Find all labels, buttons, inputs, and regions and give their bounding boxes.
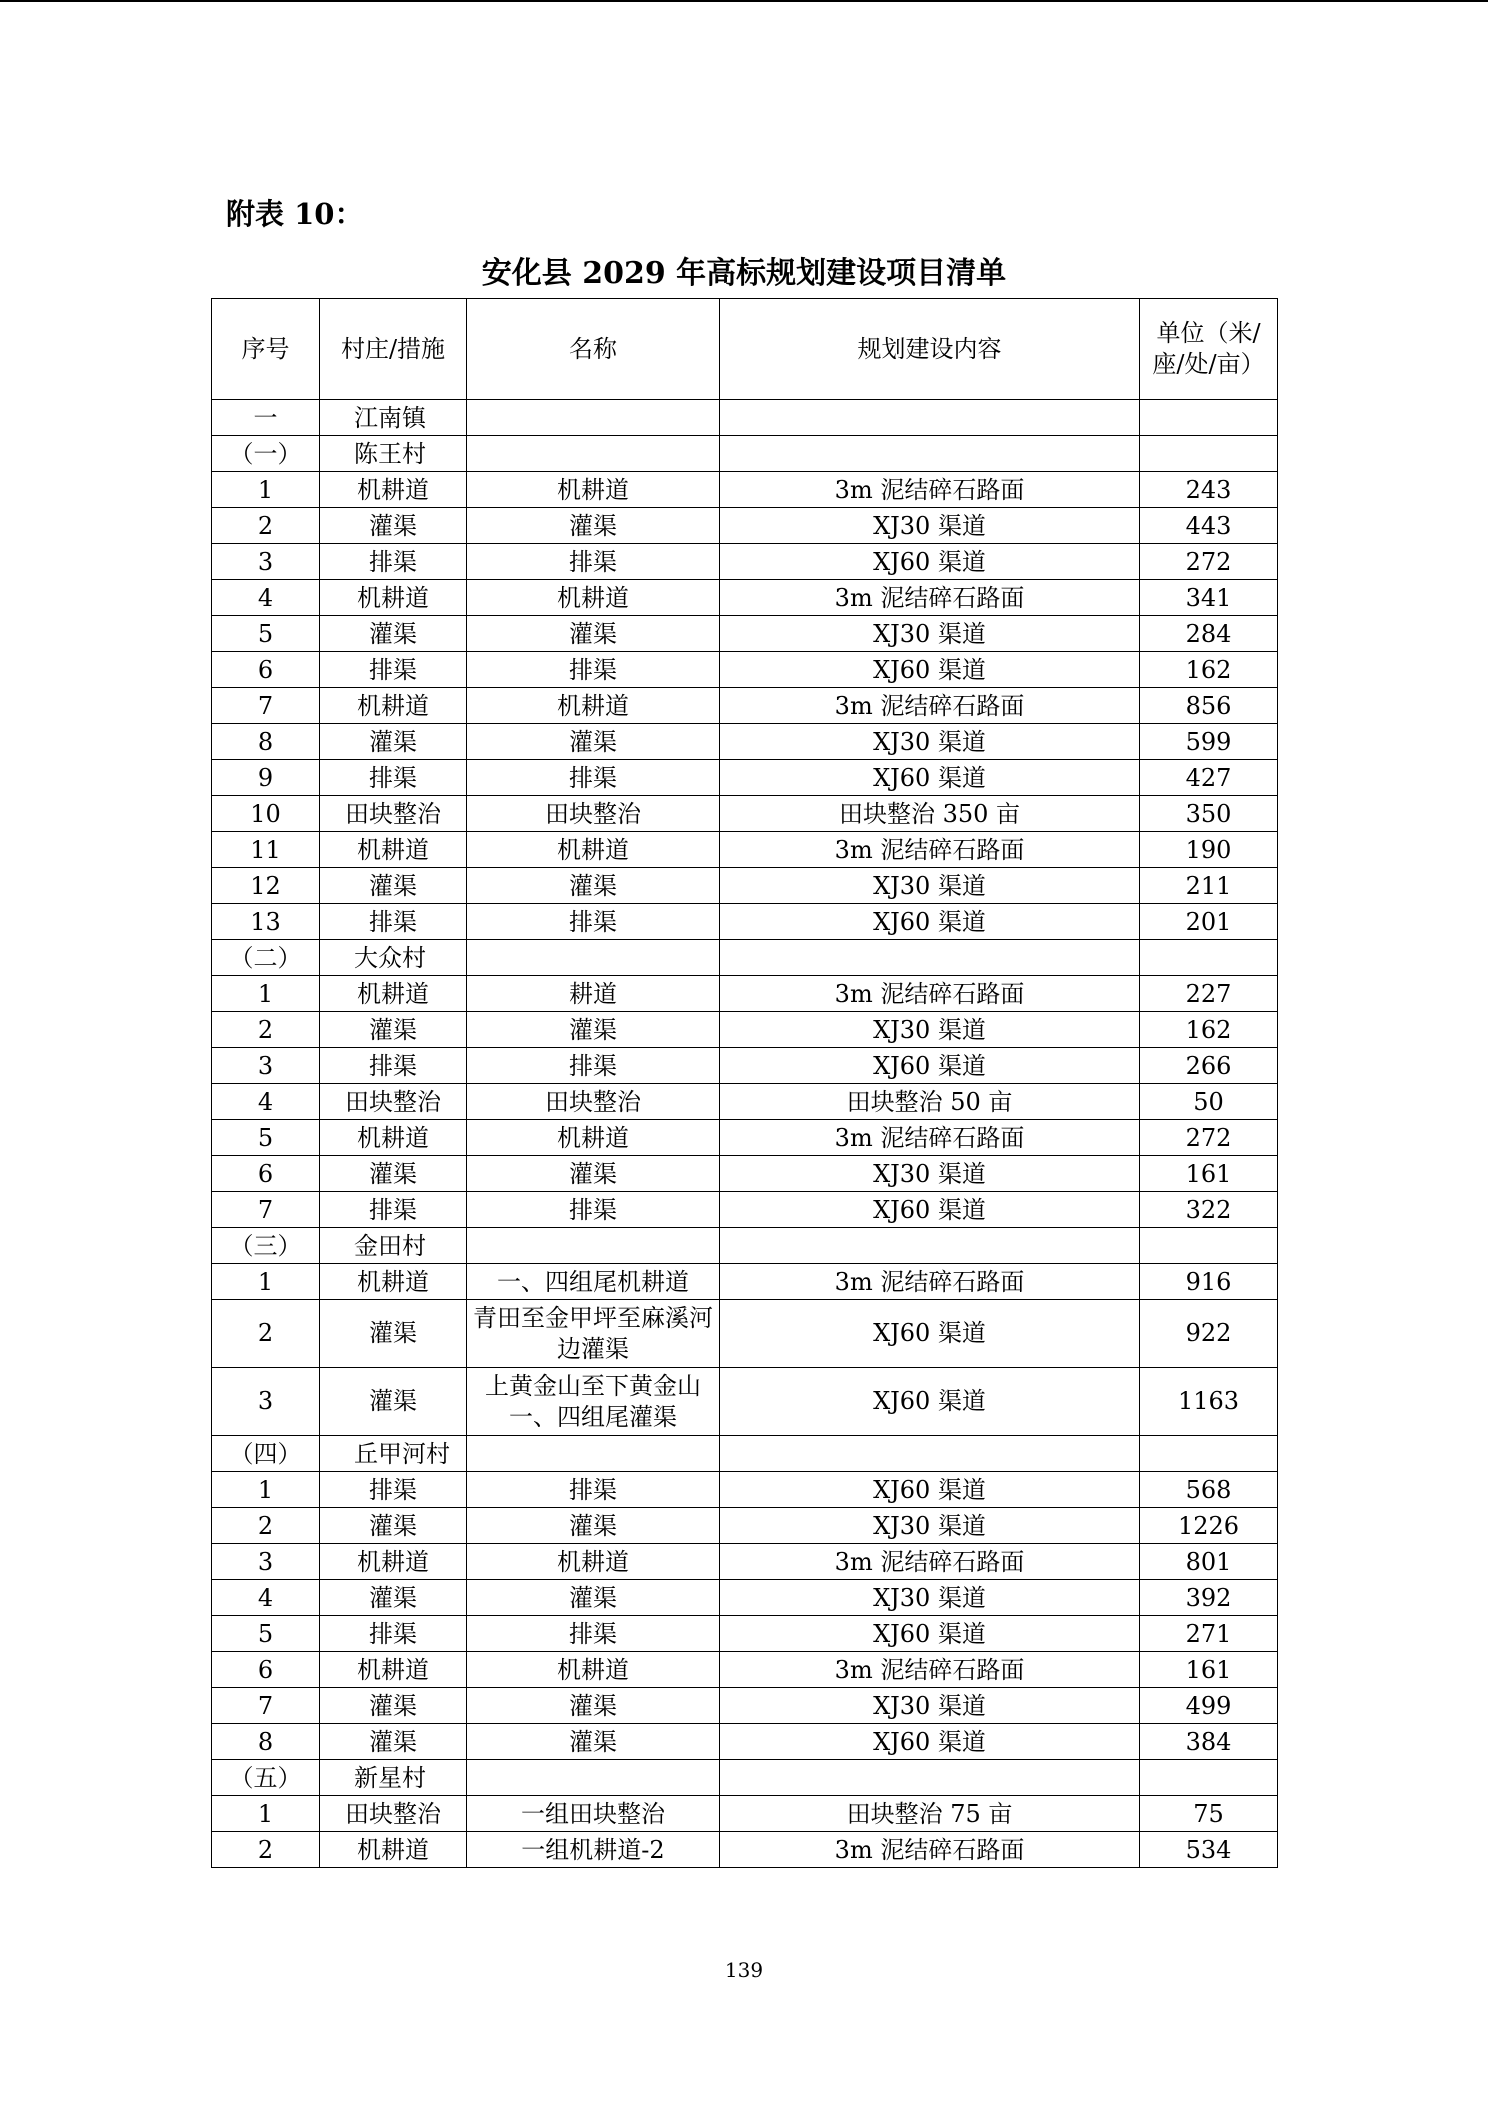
cell-unit (1140, 1760, 1278, 1796)
table-row (212, 1616, 1278, 1652)
table-row (212, 1580, 1278, 1616)
cell-village: 田块整治 (320, 796, 467, 832)
cell-serial: （二） (212, 940, 320, 976)
cell-name: 灌渠 (467, 1012, 720, 1048)
cell-unit: 443 (1140, 508, 1278, 544)
cell-content (720, 436, 1140, 472)
cell-unit: 190 (1140, 832, 1278, 868)
table-row (212, 1012, 1278, 1048)
table-row (212, 1120, 1278, 1156)
cell-name: 一、四组尾机耕道 (467, 1264, 720, 1300)
cell-village: 新星村 (320, 1760, 467, 1796)
cell-village: 灌渠 (320, 1580, 467, 1616)
cell-unit: 161 (1140, 1652, 1278, 1688)
cell-village: 灌渠 (320, 1368, 467, 1436)
cell-content: XJ60 渠道 (720, 904, 1140, 940)
cell-village: 灌渠 (320, 508, 467, 544)
cell-unit: 856 (1140, 688, 1278, 724)
cell-unit: 284 (1140, 616, 1278, 652)
cell-serial: （三） (212, 1228, 320, 1264)
cell-village: 机耕道 (320, 976, 467, 1012)
table-row (212, 508, 1278, 544)
cell-serial: 6 (212, 1652, 320, 1688)
cell-village: 排渠 (320, 1048, 467, 1084)
cell-serial: 一 (212, 400, 320, 436)
table-row (212, 1048, 1278, 1084)
cell-unit: 266 (1140, 1048, 1278, 1084)
cell-name: 排渠 (467, 1048, 720, 1084)
cell-unit (1140, 436, 1278, 472)
cell-content: XJ60 渠道 (720, 1192, 1140, 1228)
cell-serial: 12 (212, 868, 320, 904)
cell-unit (1140, 1436, 1278, 1472)
cell-village: 排渠 (320, 1472, 467, 1508)
cell-unit: 384 (1140, 1724, 1278, 1760)
cell-serial: 5 (212, 1120, 320, 1156)
cell-unit: 1226 (1140, 1508, 1278, 1544)
cell-village: 机耕道 (320, 1544, 467, 1580)
cell-unit (1140, 1228, 1278, 1264)
cell-name: 排渠 (467, 544, 720, 580)
cell-village: 排渠 (320, 652, 467, 688)
cell-unit: 350 (1140, 796, 1278, 832)
cell-unit: 161 (1140, 1156, 1278, 1192)
cell-serial: 6 (212, 652, 320, 688)
cell-content: XJ60 渠道 (720, 1616, 1140, 1652)
table-row (212, 796, 1278, 832)
cell-serial: 5 (212, 1616, 320, 1652)
cell-content: XJ60 渠道 (720, 1368, 1140, 1436)
cell-name: 灌渠 (467, 868, 720, 904)
table-row (212, 832, 1278, 868)
cell-content: 3m 泥结碎石路面 (720, 976, 1140, 1012)
cell-name: 机耕道 (467, 1544, 720, 1580)
cell-content: 田块整治 350 亩 (720, 796, 1140, 832)
cell-village: 陈王村 (320, 436, 467, 472)
cell-serial: 1 (212, 1472, 320, 1508)
section-row (212, 1436, 1278, 1472)
cell-unit: 916 (1140, 1264, 1278, 1300)
cell-village: 田块整治 (320, 1796, 467, 1832)
cell-serial: （一） (212, 436, 320, 472)
cell-content: XJ30 渠道 (720, 1688, 1140, 1724)
cell-unit (1140, 940, 1278, 976)
cell-content (720, 940, 1140, 976)
cell-village: 机耕道 (320, 1120, 467, 1156)
page-number: 139 (724, 1958, 764, 1982)
cell-serial: 9 (212, 760, 320, 796)
cell-content: XJ60 渠道 (720, 1472, 1140, 1508)
cell-unit: 1163 (1140, 1368, 1278, 1436)
section-row (212, 1760, 1278, 1796)
town-row (212, 400, 1278, 436)
cell-content: XJ30 渠道 (720, 508, 1140, 544)
cell-unit: 201 (1140, 904, 1278, 940)
cell-content: XJ30 渠道 (720, 616, 1140, 652)
cell-name: 机耕道 (467, 1652, 720, 1688)
cell-content: XJ30 渠道 (720, 1580, 1140, 1616)
section-row (212, 1228, 1278, 1264)
header-content: 规划建设内容 (720, 299, 1140, 400)
table-row (212, 1300, 1278, 1368)
cell-name (467, 400, 720, 436)
cell-content: 3m 泥结碎石路面 (720, 688, 1140, 724)
cell-serial: （四） (212, 1436, 320, 1472)
cell-unit: 162 (1140, 652, 1278, 688)
cell-village: 排渠 (320, 904, 467, 940)
cell-serial: 4 (212, 1580, 320, 1616)
table-row (212, 652, 1278, 688)
table-row (212, 976, 1278, 1012)
cell-unit: 534 (1140, 1832, 1278, 1868)
header-name: 名称 (467, 299, 720, 400)
cell-serial: 6 (212, 1156, 320, 1192)
table-row (212, 1796, 1278, 1832)
cell-village: 机耕道 (320, 1832, 467, 1868)
table-row (212, 868, 1278, 904)
table-body (212, 400, 1278, 1868)
cell-serial: 1 (212, 1264, 320, 1300)
cell-unit: 50 (1140, 1084, 1278, 1120)
cell-village: 灌渠 (320, 1724, 467, 1760)
cell-content: 3m 泥结碎石路面 (720, 472, 1140, 508)
cell-content: 3m 泥结碎石路面 (720, 1120, 1140, 1156)
cell-unit: 162 (1140, 1012, 1278, 1048)
cell-name: 青田至金甲坪至麻溪河边灌渠 (467, 1300, 720, 1368)
header-unit: 单位（米/座/处/亩） (1140, 299, 1278, 400)
cell-serial: 13 (212, 904, 320, 940)
cell-unit: 75 (1140, 1796, 1278, 1832)
cell-unit: 271 (1140, 1616, 1278, 1652)
cell-content: XJ60 渠道 (720, 652, 1140, 688)
cell-village: 机耕道 (320, 688, 467, 724)
cell-name: 机耕道 (467, 1120, 720, 1156)
cell-unit: 599 (1140, 724, 1278, 760)
cell-serial: 1 (212, 472, 320, 508)
cell-name: 灌渠 (467, 1508, 720, 1544)
cell-unit: 427 (1140, 760, 1278, 796)
cell-unit: 322 (1140, 1192, 1278, 1228)
table-row (212, 1688, 1278, 1724)
cell-serial: 3 (212, 1544, 320, 1580)
cell-name: 田块整治 (467, 1084, 720, 1120)
cell-name: 灌渠 (467, 1724, 720, 1760)
cell-serial: 7 (212, 688, 320, 724)
cell-name: 排渠 (467, 1472, 720, 1508)
table-header-row (212, 299, 1278, 400)
cell-unit: 272 (1140, 1120, 1278, 1156)
cell-serial: 10 (212, 796, 320, 832)
cell-name: 排渠 (467, 652, 720, 688)
header-village: 村庄/措施 (320, 299, 467, 400)
cell-name: 机耕道 (467, 688, 720, 724)
cell-name: 灌渠 (467, 508, 720, 544)
table-row (212, 904, 1278, 940)
table-row (212, 1156, 1278, 1192)
cell-content: 3m 泥结碎石路面 (720, 1544, 1140, 1580)
cell-unit: 801 (1140, 1544, 1278, 1580)
cell-name: 灌渠 (467, 616, 720, 652)
cell-village: 机耕道 (320, 1264, 467, 1300)
cell-village: 机耕道 (320, 1652, 467, 1688)
cell-village: 机耕道 (320, 832, 467, 868)
cell-name (467, 436, 720, 472)
cell-village: 田块整治 (320, 1084, 467, 1120)
cell-serial: 3 (212, 1048, 320, 1084)
cell-village: 灌渠 (320, 1300, 467, 1368)
cell-serial: 11 (212, 832, 320, 868)
table-row (212, 1084, 1278, 1120)
cell-village: 江南镇 (320, 400, 467, 436)
cell-content: 3m 泥结碎石路面 (720, 1832, 1140, 1868)
cell-unit: 499 (1140, 1688, 1278, 1724)
cell-content: 田块整治 75 亩 (720, 1796, 1140, 1832)
cell-content: XJ60 渠道 (720, 544, 1140, 580)
table-row (212, 1508, 1278, 1544)
document-title: 安化县 2029 年高标规划建设项目清单 (481, 256, 1007, 291)
cell-serial: 4 (212, 580, 320, 616)
cell-name: 机耕道 (467, 580, 720, 616)
cell-content (720, 400, 1140, 436)
cell-content: XJ60 渠道 (720, 1724, 1140, 1760)
section-row (212, 436, 1278, 472)
cell-serial: 2 (212, 1832, 320, 1868)
table-row (212, 544, 1278, 580)
cell-content: 3m 泥结碎石路面 (720, 1264, 1140, 1300)
cell-name: 田块整治 (467, 796, 720, 832)
table-row (212, 724, 1278, 760)
cell-unit: 392 (1140, 1580, 1278, 1616)
cell-village: 灌渠 (320, 616, 467, 652)
cell-name: 排渠 (467, 1616, 720, 1652)
cell-village: 排渠 (320, 760, 467, 796)
cell-unit: 568 (1140, 1472, 1278, 1508)
cell-name: 耕道 (467, 976, 720, 1012)
cell-content (720, 1436, 1140, 1472)
cell-content: 3m 泥结碎石路面 (720, 1652, 1140, 1688)
cell-village: 大众村 (320, 940, 467, 976)
cell-name (467, 1228, 720, 1264)
header-serial: 序号 (212, 299, 320, 400)
cell-name: 一组田块整治 (467, 1796, 720, 1832)
table-row (212, 760, 1278, 796)
cell-serial: 7 (212, 1192, 320, 1228)
cell-name (467, 940, 720, 976)
cell-serial: 3 (212, 1368, 320, 1436)
cell-serial: 2 (212, 1508, 320, 1544)
cell-content (720, 1228, 1140, 1264)
table-row (212, 1368, 1278, 1436)
table-row (212, 472, 1278, 508)
cell-serial: 2 (212, 508, 320, 544)
cell-unit (1140, 400, 1278, 436)
cell-serial: （五） (212, 1760, 320, 1796)
page-top-border (0, 0, 1488, 2)
table-row (212, 1192, 1278, 1228)
cell-name (467, 1760, 720, 1796)
cell-content: XJ60 渠道 (720, 1300, 1140, 1368)
cell-content: XJ60 渠道 (720, 1048, 1140, 1084)
cell-name (467, 1436, 720, 1472)
cell-content: XJ30 渠道 (720, 1012, 1140, 1048)
cell-village: 排渠 (320, 1192, 467, 1228)
cell-village: 灌渠 (320, 1156, 467, 1192)
cell-content: 田块整治 50 亩 (720, 1084, 1140, 1120)
cell-village: 机耕道 (320, 580, 467, 616)
cell-content: XJ30 渠道 (720, 868, 1140, 904)
cell-serial: 5 (212, 616, 320, 652)
table-row (212, 1652, 1278, 1688)
table-row (212, 688, 1278, 724)
section-row (212, 940, 1278, 976)
cell-village: 丘甲河村 (320, 1436, 467, 1472)
cell-name: 排渠 (467, 760, 720, 796)
table-row (212, 1724, 1278, 1760)
cell-name: 排渠 (467, 1192, 720, 1228)
cell-serial: 8 (212, 724, 320, 760)
table-row (212, 1472, 1278, 1508)
cell-village: 机耕道 (320, 472, 467, 508)
cell-village: 灌渠 (320, 1012, 467, 1048)
cell-content: 3m 泥结碎石路面 (720, 580, 1140, 616)
cell-name: 机耕道 (467, 472, 720, 508)
cell-unit: 341 (1140, 580, 1278, 616)
table-row (212, 1264, 1278, 1300)
appendix-label: 附表 10： (226, 197, 364, 231)
cell-serial: 1 (212, 1796, 320, 1832)
cell-village: 排渠 (320, 544, 467, 580)
cell-unit: 243 (1140, 472, 1278, 508)
cell-content (720, 1760, 1140, 1796)
cell-village: 灌渠 (320, 1508, 467, 1544)
table-row (212, 1832, 1278, 1868)
cell-name: 排渠 (467, 904, 720, 940)
cell-serial: 1 (212, 976, 320, 1012)
cell-serial: 3 (212, 544, 320, 580)
cell-name: 灌渠 (467, 724, 720, 760)
cell-serial: 2 (212, 1012, 320, 1048)
cell-name: 灌渠 (467, 1580, 720, 1616)
cell-name: 机耕道 (467, 832, 720, 868)
cell-serial: 4 (212, 1084, 320, 1120)
cell-content: 3m 泥结碎石路面 (720, 832, 1140, 868)
cell-name: 上黄金山至下黄金山一、四组尾灌渠 (467, 1368, 720, 1436)
cell-village: 灌渠 (320, 724, 467, 760)
cell-name: 灌渠 (467, 1688, 720, 1724)
cell-village: 灌渠 (320, 868, 467, 904)
table-row (212, 580, 1278, 616)
cell-serial: 8 (212, 1724, 320, 1760)
project-table (211, 298, 1278, 1868)
table-row (212, 616, 1278, 652)
cell-content: XJ30 渠道 (720, 724, 1140, 760)
cell-content: XJ60 渠道 (720, 760, 1140, 796)
table-row (212, 1544, 1278, 1580)
cell-serial: 2 (212, 1300, 320, 1368)
cell-unit: 922 (1140, 1300, 1278, 1368)
cell-unit: 211 (1140, 868, 1278, 904)
cell-unit: 227 (1140, 976, 1278, 1012)
cell-village: 排渠 (320, 1616, 467, 1652)
cell-name: 一组机耕道-2 (467, 1832, 720, 1868)
cell-unit: 272 (1140, 544, 1278, 580)
cell-content: XJ30 渠道 (720, 1156, 1140, 1192)
cell-content: XJ30 渠道 (720, 1508, 1140, 1544)
cell-village: 灌渠 (320, 1688, 467, 1724)
cell-serial: 7 (212, 1688, 320, 1724)
cell-name: 灌渠 (467, 1156, 720, 1192)
cell-village: 金田村 (320, 1228, 467, 1264)
